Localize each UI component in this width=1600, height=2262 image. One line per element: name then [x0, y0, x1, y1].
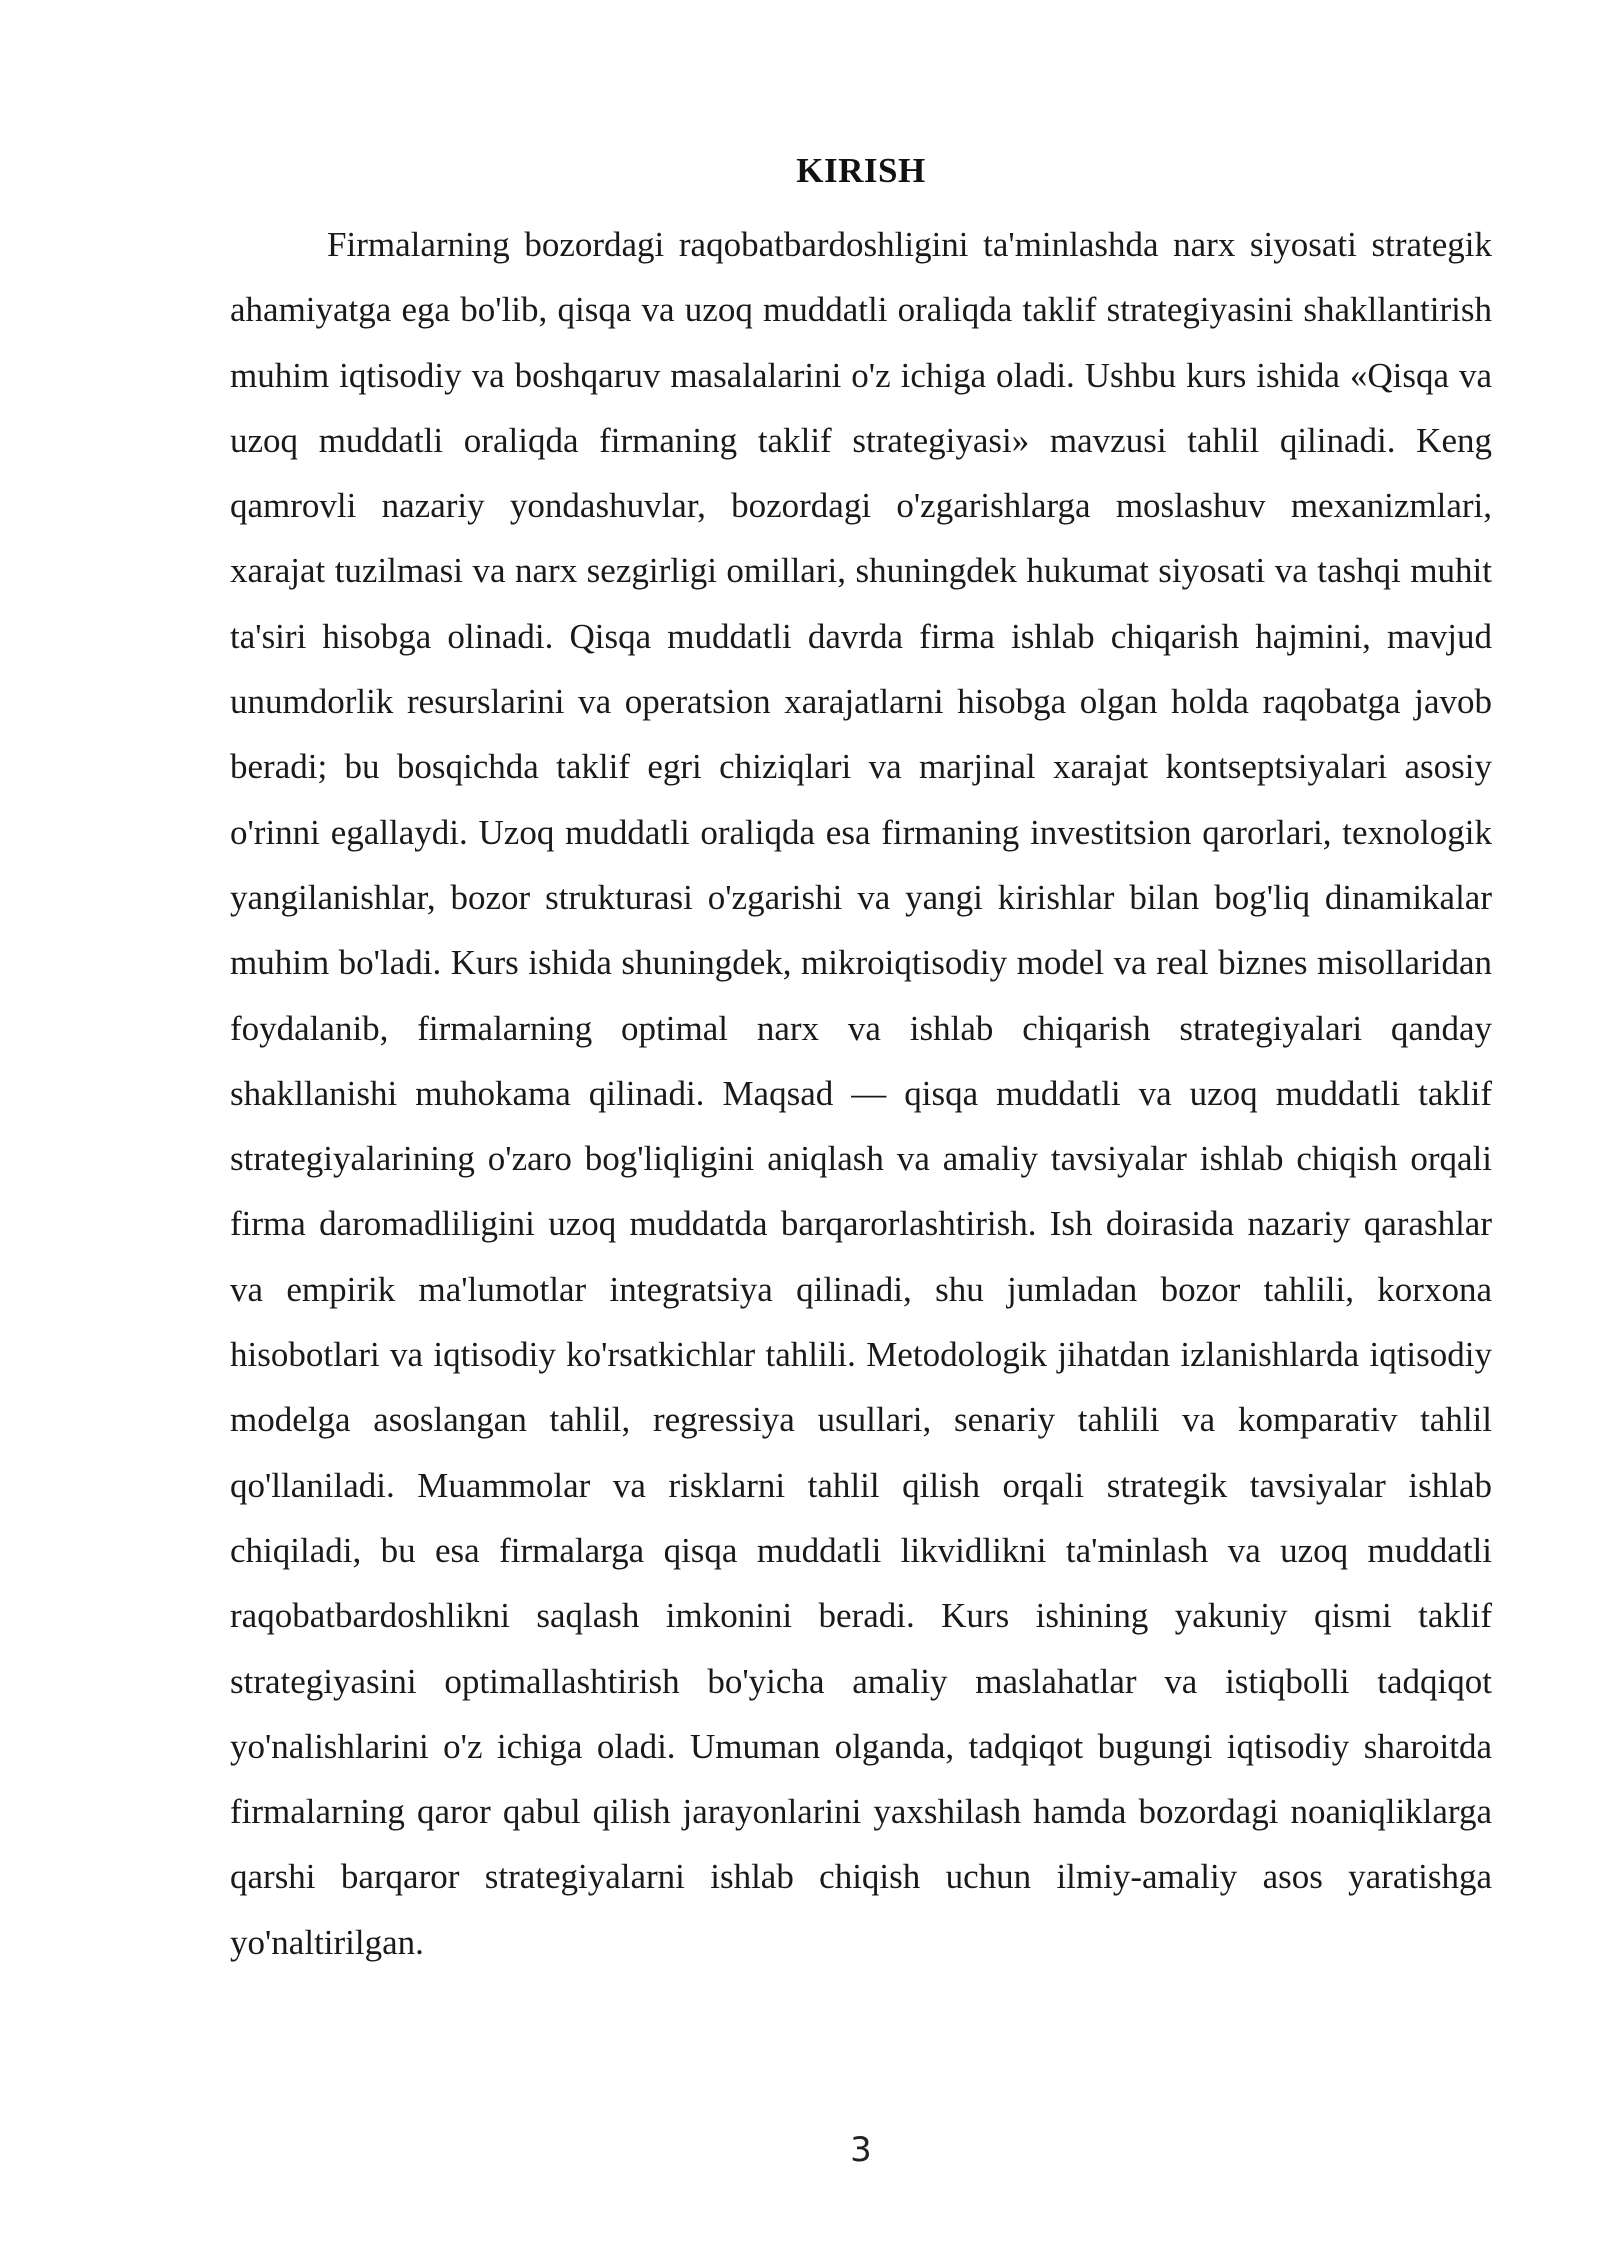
section-heading: KIRISH [796, 151, 926, 190]
page-number: 3 [850, 2130, 872, 2170]
body-paragraph: Firmalarning bozordagi raqobatbardoshligini ta'minlashda narx siyosati strategik ahamiyatga ega bo'lib, qisqa va uzoq muddatli oraliqda taklif strategiyasini shakllantirish muhim iqtisodiy va boshqaruv masalalarini o'z ichiga oladi. Ushbu kurs ishida «Qisqa va uzoq muddatli oraliqda firmaning taklif strategiyasi» mavzusi tahlil qilinadi. Keng qamrovli nazariy yondashuvlar, bozordagi o'zgarishlarga moslashuv mexanizmlari, xarajat tuzilmasi va narx sezgirligi omillari, shuningdek hukumat siyosati va tashqi muhit ta'siri hisobga olinadi. Qisqa muddatli davrda firma ishlab chiqarish hajmini, mavjud unumdorlik resurslarini va operatsion xarajatlarni hisobga olgan holda raqobatga javob beradi; bu bosqichda taklif egri chiziqlari va marjinal xarajat kontseptsiyalari asosiy o'rinni egallaydi. Uzoq muddatli oraliqda esa firmaning investitsion qarorlari, texnologik yangilanishlar, bozor strukturasi o'zgarishi va yangi kirishlar bilan bog'liq dinamikalar muhim bo'ladi. Kurs ishida shuningdek, mikroiqtisodiy model va real biznes misollaridan foydalanib, firmalarning optimal narx va ishlab chiqarish strategiyalari qanday shakllanishi muhokama qilinadi. Maqsad — qisqa muddatli va uzoq muddatli taklif strategiyalarining o'zaro bog'liqligini aniqlash va amaliy tavsiyalar ishlab chiqish orqali firma daromadliligini uzoq muddatda barqarorlashtirish. Ish doirasida nazariy qarashlar va empirik ma'lumotlar integratsiya qilinadi, shu jumladan bozor tahlili, korxona hisobotlari va iqtisodiy ko'rsatkichlar tahlili. Metodologik jihatdan izlanishlarda iqtisodiy modelga asoslangan tahlil, regressiya usullari, senariy tahlili va komparativ tahlil qo'llaniladi. Muammolar va risklarni tahlil qilish orqali strategik tavsiyalar ishlab chiqiladi, bu esa firmalarga qisqa muddatli likvidlikni ta'minlash va uzoq muddatli raqobatbardoshlikni saqlash imkonini beradi. Kurs ishining yakuniy qismi taklif strategiyasini optimallashtirish bo'yicha amaliy maslahatlar va istiqbolli tadqiqot yo'nalishlarini o'z ichiga oladi. Umuman olganda, tadqiqot bugungi iqtisodiy sharoitda firmalarning qaror qabul qilish jarayonlarini yaxshilash hamda bozordagi noaniqliklarga qarshi barqaror strategiyalarni ishlab chiqish uchun ilmiy-amaliy asos yaratishga yo'naltirilgan. [230, 225, 1492, 1962]
